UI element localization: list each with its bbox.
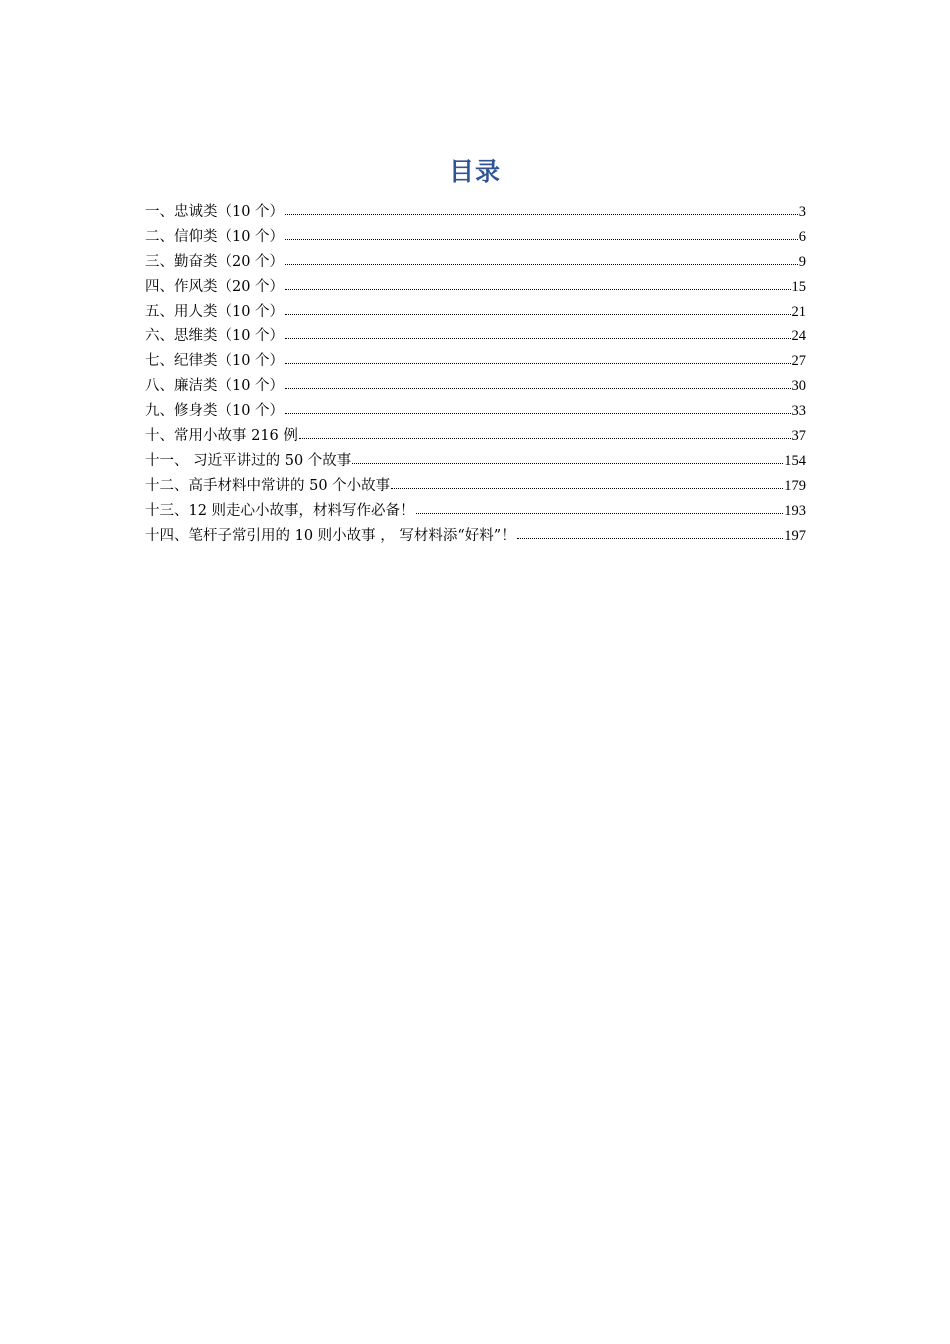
toc-entry-thinking[interactable] — [145, 324, 806, 349]
toc-entry-loyalty[interactable] — [145, 200, 806, 225]
dot-leader — [352, 462, 783, 464]
dot-leader — [416, 512, 784, 514]
dot-leader — [285, 238, 798, 240]
toc-entry-common-stories[interactable] — [145, 424, 806, 449]
toc-entry-label: 十三、12 则走心小故事，材料写作必备！ — [145, 502, 415, 519]
toc-entry-expert-stories[interactable] — [145, 474, 806, 499]
dot-leader — [299, 437, 791, 439]
dot-leader — [285, 337, 790, 339]
toc-title: 目录 — [448, 157, 501, 186]
toc-entry-page-number: 27 — [791, 353, 806, 370]
dot-leader — [285, 387, 790, 389]
toc-entry-page-number: 3 — [798, 204, 806, 220]
toc-entry-self-cultivation[interactable] — [145, 399, 806, 424]
toc-entry-label: 五、用人类（10 个） — [145, 303, 285, 320]
toc-entry-fifty-stories[interactable] — [145, 449, 806, 474]
toc-entry-label: 二、信仰类（10 个） — [145, 228, 285, 245]
dot-leader — [285, 362, 790, 364]
toc-entry-label: 十一、 习近平讲过的 50 个故事 — [145, 452, 352, 469]
toc-entry-employing-people[interactable] — [145, 300, 806, 325]
toc-entry-integrity[interactable] — [145, 374, 806, 399]
toc-entry-page-number: 30 — [791, 378, 806, 395]
toc-entry-label: 八、廉洁类（10 个） — [145, 378, 285, 395]
toc-entry-heartfelt-stories[interactable] — [145, 499, 806, 524]
toc-entry-label: 十四、笔杆子常引用的 10 则小故事 ， 写材料添“好料”！ — [145, 527, 516, 544]
dot-leader — [285, 263, 798, 265]
toc-entry-label: 九、修身类（10 个） — [145, 403, 285, 420]
toc-entry-page-number: 193 — [784, 502, 806, 519]
toc-entry-page-number: 179 — [784, 477, 806, 494]
dot-leader — [517, 537, 784, 539]
toc-entry-page-number: 33 — [791, 403, 806, 420]
toc-entry-page-number: 37 — [791, 428, 806, 445]
toc-entry-label: 十、常用小故事 216 例 — [145, 428, 298, 445]
toc-entry-page-number: 197 — [784, 527, 806, 544]
toc-entry-page-number: 24 — [791, 328, 806, 345]
toc-entry-page-number: 6 — [798, 228, 806, 245]
toc-entry-discipline[interactable] — [145, 349, 806, 374]
toc-entry-work-style[interactable] — [145, 275, 806, 300]
dot-leader — [285, 213, 798, 215]
dot-leader — [285, 412, 790, 414]
toc-list — [145, 200, 806, 548]
toc-entry-page-number: 9 — [798, 253, 806, 270]
toc-entry-page-number: 21 — [791, 303, 806, 320]
toc-entry-faith[interactable] — [145, 225, 806, 250]
dot-leader — [285, 288, 790, 290]
toc-entry-page-number: 15 — [791, 278, 806, 295]
toc-entry-label: 三、勤奋类（20 个） — [145, 253, 285, 270]
toc-entry-label: 一、忠诚类（10 个） — [145, 204, 285, 220]
toc-entry-page-number: 154 — [784, 452, 806, 469]
toc-entry-label: 四、作风类（20 个） — [145, 278, 285, 295]
toc-entry-diligence[interactable] — [145, 250, 806, 275]
dot-leader — [391, 487, 783, 489]
toc-entry-label: 十二、高手材料中常讲的 50 个小故事 — [145, 477, 391, 494]
toc-entry-label: 六、思维类（10 个） — [145, 328, 285, 345]
toc-entry-writer-stories[interactable] — [145, 524, 806, 549]
dot-leader — [285, 313, 790, 315]
toc-entry-label: 七、纪律类（10 个） — [145, 353, 285, 370]
